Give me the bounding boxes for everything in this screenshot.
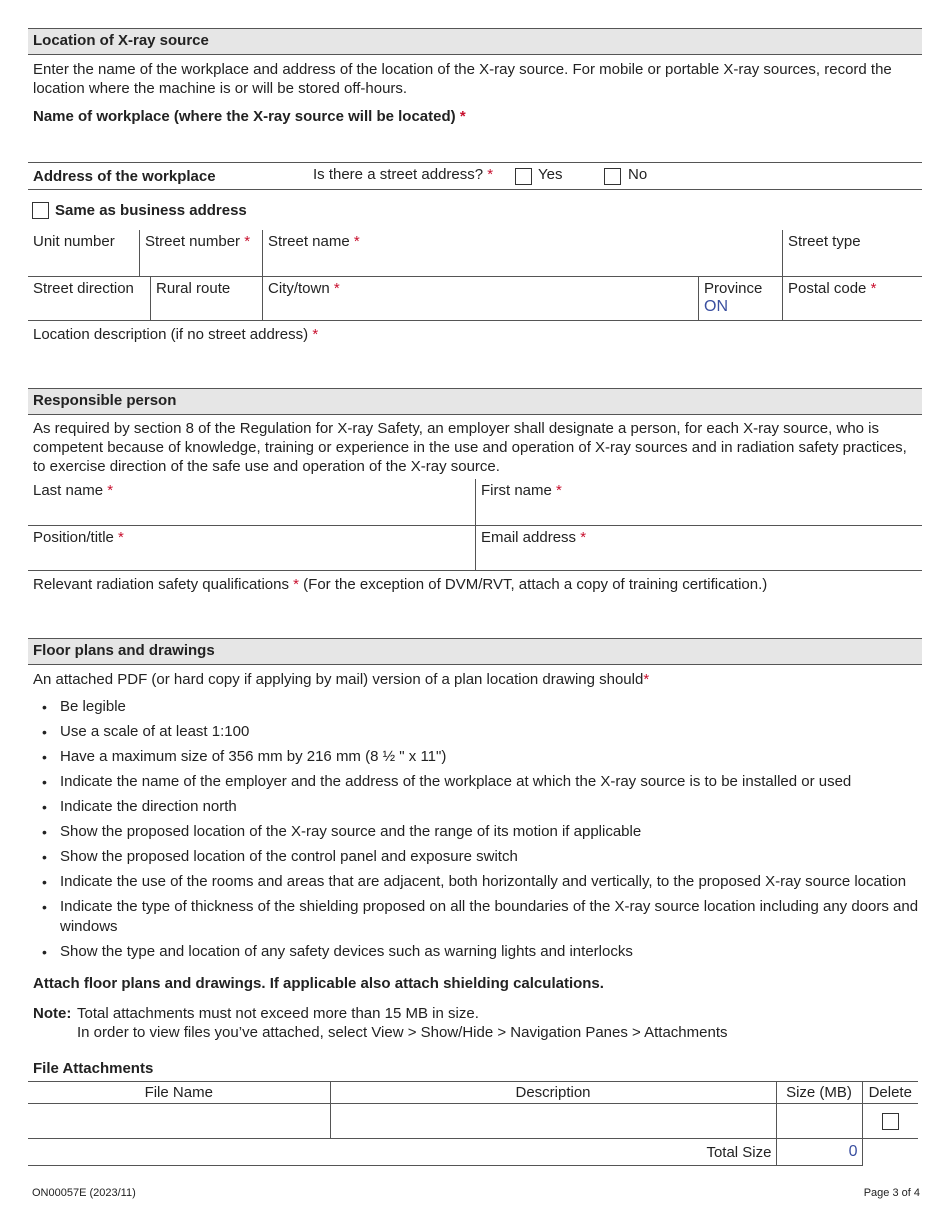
table-row [28, 1104, 918, 1139]
workplace-name-field[interactable] [28, 129, 922, 162]
list-item: • Indicate the name of the employer and the address of the workplace at which the X-ray source is to be installed or used [42, 772, 922, 792]
list-item: • Show the proposed location of the X-ray source and the range of its motion if applicable [42, 822, 922, 842]
description-cell[interactable] [330, 1104, 776, 1139]
list-item: • Have a maximum size of 356 mm by 216 mm (8 ½ " x 11") [42, 747, 922, 767]
list-item: • Show the type and location of any safety devices such as warning lights and interlocks [42, 942, 922, 962]
email-address-field[interactable]: Email address * [475, 526, 922, 570]
floor-plans-section-header: Floor plans and drawings [28, 638, 922, 665]
list-item: • Indicate the use of the rooms and areas that are adjacent, both horizontally and vertically, to the proposed X-ray source location [42, 872, 922, 892]
file-attachments-title: File Attachments [33, 1060, 154, 1077]
form-page [28, 28, 922, 1166]
location-description-field[interactable]: Location description (if no street address) * [33, 326, 319, 343]
rural-route-field[interactable]: Rural route [150, 277, 262, 320]
location-section-header: Location of X-ray source [28, 28, 922, 55]
page-footer [32, 1187, 920, 1199]
description-header: Description [330, 1082, 776, 1104]
city-field[interactable]: City/town * [262, 277, 698, 320]
street-direction-field[interactable]: Street direction [33, 280, 134, 297]
street-address-yes-checkbox[interactable] [515, 168, 532, 185]
delete-checkbox[interactable] [882, 1113, 899, 1130]
street-number-field[interactable]: Street number * [139, 230, 262, 276]
list-item: • Be legible [42, 697, 922, 717]
list-item: • Show the proposed location of the control panel and exposure switch [42, 847, 922, 867]
attach-instructions: Attach floor plans and drawings. If applicable also attach shielding calculations. [33, 975, 604, 992]
yes-label: Yes [538, 166, 563, 183]
postal-code-field[interactable]: Postal code * [782, 277, 922, 320]
list-item: • Indicate the type of thickness of the shielding proposed on all the boundaries of the X-ray source location including any doors and windows [42, 897, 922, 937]
position-title-field[interactable]: Position/title * [33, 529, 124, 546]
floor-plans-intro: An attached PDF (or hard copy if applying by mail) version of a plan location drawing should* [33, 671, 650, 688]
file-name-header: File Name [28, 1082, 330, 1104]
address-label: Address of the workplace [33, 168, 216, 185]
total-size-label: Total Size [28, 1139, 776, 1166]
page-number: Page 3 of 4 [863, 1187, 920, 1199]
no-label: No [628, 166, 648, 183]
file-name-cell[interactable] [28, 1104, 330, 1139]
street-address-question: Is there a street address? * [313, 166, 494, 183]
list-item: • Indicate the direction north [42, 797, 922, 817]
workplace-name-label: Name of workplace (where the X-ray source will be located) * [33, 108, 466, 125]
floor-plan-requirements-list [28, 697, 922, 962]
size-cell [776, 1104, 862, 1139]
list-item: • Use a scale of at least 1:100 [42, 722, 922, 742]
first-name-field[interactable]: First name * [475, 479, 922, 525]
total-size-value: 0 [776, 1139, 862, 1166]
street-type-field[interactable]: Street type [782, 230, 922, 276]
province-value: ON [704, 298, 728, 315]
last-name-field[interactable]: Last name * [33, 482, 114, 499]
unit-number-field[interactable]: Unit number [33, 233, 115, 250]
street-address-no-checkbox[interactable] [604, 168, 621, 185]
responsible-section-header: Responsible person [28, 388, 922, 415]
same-as-business-checkbox[interactable] [32, 202, 49, 219]
attachment-note: Note: Total attachments must not exceed more than 15 MB in size. In order to view files you’ve attached, select View > Show/Hide > Navigation Panes > Attachments [33, 1005, 728, 1041]
same-as-business-label: Same as business address [55, 201, 247, 219]
form-id: ON00057E (2023/11) [32, 1187, 136, 1199]
qualifications-field[interactable]: Relevant radiation safety qualifications * (For the exception of DVM/RVT, attach a copy of training certification.) [33, 576, 768, 593]
location-intro: Enter the name of the workplace and address of the location of the X-ray source. For mobile or portable X-ray sources, record the location where the machine is or will be stored off-hours. [33, 61, 892, 97]
street-name-field[interactable]: Street name * [262, 230, 782, 276]
file-attachments-table [28, 1081, 918, 1166]
province-field[interactable]: Province ON [698, 277, 782, 320]
responsible-intro: As required by section 8 of the Regulation for X-ray Safety, an employer shall designate a person, for each X-ray source, who is competent because of knowledge, training or experience in the use and operation of X-ray sources and in radiation safety practices, to exercise direction of the safe use and operation of the X-ray source. [33, 420, 907, 475]
size-header: Size (MB) [776, 1082, 862, 1104]
delete-header: Delete [862, 1082, 918, 1104]
